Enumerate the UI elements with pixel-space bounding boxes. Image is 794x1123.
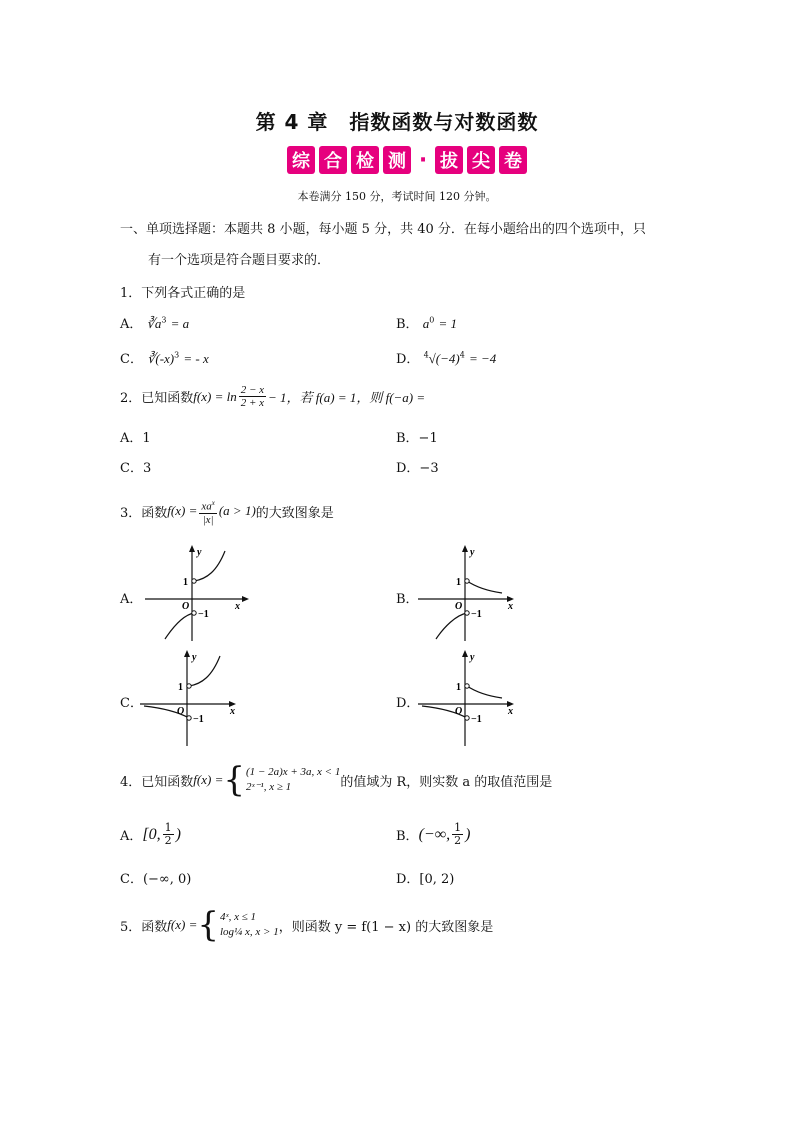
svg-text:−1: −1 bbox=[193, 714, 204, 725]
svg-text:y: y bbox=[470, 547, 475, 558]
banner-char: 合 bbox=[319, 146, 347, 174]
q1-option-b: B． $a^0 = 1$ bbox=[396, 315, 457, 332]
banner-char: 卷 bbox=[499, 146, 527, 174]
banner-char: 检 bbox=[351, 146, 379, 174]
question-4-stem: 4．已知函数 f(x) = { (1 − 2a)x + 3a, x < 1 2ˣ⁻¹, x ≥ 1 的值域为 R，则实数 a 的取值范围是 bbox=[120, 760, 553, 800]
q2-option-b: B．−1 bbox=[396, 431, 438, 446]
banner-char: 拔 bbox=[435, 146, 463, 174]
svg-text:O: O bbox=[177, 706, 185, 717]
q2-option-a: A．1 bbox=[120, 431, 151, 446]
banner-separator: · bbox=[418, 147, 428, 173]
banner-char: 尖 bbox=[467, 146, 495, 174]
q3-graph-b bbox=[418, 543, 528, 643]
question-1-stem: 1．下列各式正确的是 bbox=[120, 286, 246, 301]
q4-option-d: D．[0, 2) bbox=[396, 872, 455, 887]
svg-text:O: O bbox=[455, 706, 463, 717]
svg-text:x: x bbox=[230, 706, 235, 717]
banner-char: 测 bbox=[383, 146, 411, 174]
q2-option-c: C．3 bbox=[120, 461, 152, 476]
svg-text:O: O bbox=[455, 601, 463, 612]
svg-text:1: 1 bbox=[456, 577, 461, 588]
q4-option-b: B． (−∞, $\frac{1}{2}$ ) bbox=[396, 821, 471, 847]
q3-option-a: A． bbox=[120, 592, 143, 607]
svg-text:x: x bbox=[508, 706, 513, 717]
svg-text:y: y bbox=[192, 652, 197, 663]
q3-graph-a bbox=[145, 543, 255, 643]
q4-option-a: A． [0, $\frac{1}{2}$ ) bbox=[120, 821, 181, 847]
svg-text:x: x bbox=[508, 601, 513, 612]
q3-option-b: B． bbox=[396, 592, 419, 607]
question-2-stem: 2．已知函数 f(x) = ln $\frac{2 - x}{2 + x}$ − 1，若 f(a) = 1，则 f(−a) = bbox=[120, 384, 426, 409]
question-5-stem: 5．函数 f(x) = { 4ˣ, x ≤ 1 log¼ x, x > 1 ，则函数 y = f(1 − x) 的大致图象是 bbox=[120, 905, 494, 945]
svg-text:y: y bbox=[470, 652, 475, 663]
title-banner bbox=[287, 145, 527, 175]
q3-option-c: C． bbox=[120, 696, 143, 711]
svg-text:O: O bbox=[182, 601, 190, 612]
svg-text:−1: −1 bbox=[471, 714, 482, 725]
question-3-stem: 3．函数 f(x) = $\frac{xa^x}{|x|}$ (a > 1) 的大致图象是 bbox=[120, 499, 334, 526]
q1-option-d: D． $^4√(-4)^4 = -4$ bbox=[396, 350, 497, 367]
exam-note: 本卷满分 150 分，考试时间 120 分钟。 bbox=[297, 190, 497, 203]
q3-graph-c bbox=[140, 648, 255, 748]
svg-text:y: y bbox=[197, 547, 202, 558]
svg-text:1: 1 bbox=[183, 577, 188, 588]
section-heading-cont: 有一个选项是符合题目要求的． bbox=[148, 253, 331, 268]
banner-char: 综 bbox=[287, 146, 315, 174]
svg-text:x: x bbox=[235, 601, 240, 612]
q3-graph-d bbox=[418, 648, 528, 748]
q4-option-c: C．(−∞, 0) bbox=[120, 872, 192, 887]
q2-option-d: D．−3 bbox=[396, 461, 439, 476]
svg-text:−1: −1 bbox=[198, 609, 209, 620]
q1-option-c: C． $∛(-x)^3$ = - x bbox=[120, 350, 209, 367]
page-title: 第 4 章 指数函数与对数函数 bbox=[255, 110, 539, 134]
svg-text:−1: −1 bbox=[471, 609, 482, 620]
q1-option-a: A． $∛a^3 = a$ bbox=[120, 315, 190, 332]
q3-option-d: D． bbox=[396, 696, 420, 711]
svg-text:1: 1 bbox=[178, 682, 183, 693]
svg-text:1: 1 bbox=[456, 682, 461, 693]
section-heading: 一、单项选择题：本题共 8 小题，每小题 5 分，共 40 分．在每小题给出的四个选项中，只 bbox=[120, 222, 646, 237]
